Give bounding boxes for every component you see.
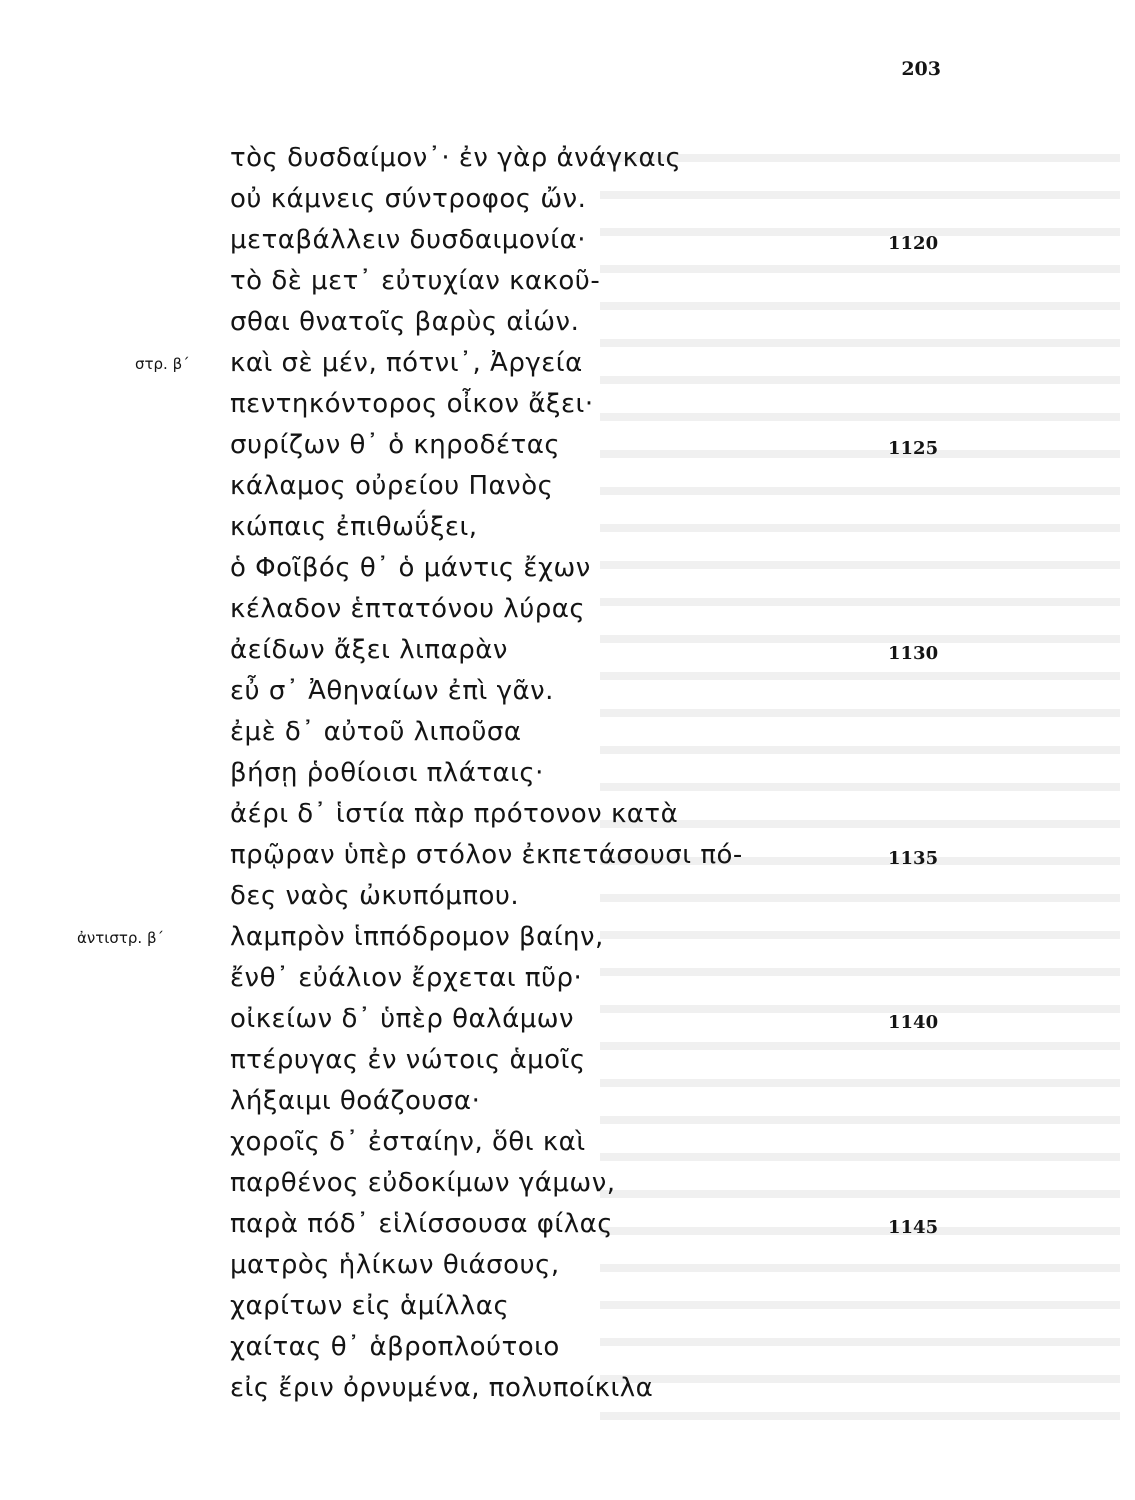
verse-line: βήσῃ ῥοθίοισι πλάταις· bbox=[230, 758, 544, 788]
verse-line: ἀέρι δ᾽ ἱστία πὰρ πρότονον κατὰ bbox=[230, 799, 679, 829]
verse-line: πτέρυγας ἐν νώτοις ἁμοῖς bbox=[230, 1045, 586, 1075]
verse-line: κέλαδον ἑπτατόνου λύρας bbox=[230, 594, 586, 624]
verse-line: τὸς δυσδαίμον᾽· ἐν γὰρ ἀνάγκαις bbox=[230, 143, 682, 173]
line-number: 1130 bbox=[888, 643, 939, 664]
verse-line: δες ναὸς ὠκυπόμπου. bbox=[230, 881, 520, 911]
verse-line: ματρὸς ἡλίκων θιάσους, bbox=[230, 1250, 560, 1280]
verse-line: λαμπρὸν ἱππόδρομον βαίην, bbox=[230, 922, 604, 952]
verse-line: καὶ σὲ μέν, πότνι᾽, Ἀργεία bbox=[230, 348, 583, 378]
verse-line: εὖ σ᾽ Ἀθηναίων ἐπὶ γᾶν. bbox=[230, 676, 554, 706]
line-number: 1120 bbox=[888, 233, 939, 254]
verse-line: οἰκείων δ᾽ ὑπὲρ θαλάμων bbox=[230, 1004, 575, 1034]
verse-line: πρῷραν ὑπὲρ στόλον ἐκπετάσουσι πό- bbox=[230, 840, 743, 870]
line-number: 1140 bbox=[888, 1012, 939, 1033]
verse-line: ἐμὲ δ᾽ αὐτοῦ λιποῦσα bbox=[230, 717, 522, 747]
line-number: 1135 bbox=[888, 848, 939, 869]
strophe-label: στρ. β΄ bbox=[135, 355, 190, 373]
verse-line: ἀείδων ἄξει λιπαρὰν bbox=[230, 635, 508, 665]
verse-line: τὸ δὲ μετ᾽ εὐτυχίαν κακοῦ- bbox=[230, 266, 601, 296]
verse-line: λήξαιμι θοάζουσα· bbox=[230, 1086, 481, 1116]
verse-line: κώπαις ἐπιθωΰξει, bbox=[230, 512, 478, 542]
verse-line: παρθένος εὐδοκίμων γάμων, bbox=[230, 1168, 616, 1198]
verse-line: ὁ Φοῖβός θ᾽ ὁ μάντις ἔχων bbox=[230, 553, 591, 583]
verse-line: ἔνθ᾽ εὐάλιον ἔρχεται πῦρ· bbox=[230, 963, 583, 993]
verse-line: κάλαμος οὐρείου Πανὸς bbox=[230, 471, 554, 501]
verse-line: πεντηκόντορος οἶκον ἄξει· bbox=[230, 389, 594, 419]
verse-line: μεταβάλλειν δυσδαιμονία· bbox=[230, 225, 586, 255]
verse-line: χαρίτων εἰς ἁμίλλας bbox=[230, 1291, 510, 1321]
bleed-through-shadow bbox=[600, 140, 1120, 1420]
page-number: 203 bbox=[901, 58, 941, 80]
verse-line: οὐ κάμνεις σύντροφος ὤν. bbox=[230, 184, 587, 214]
verse-line: χοροῖς δ᾽ ἐσταίην, ὅθι καὶ bbox=[230, 1127, 586, 1157]
antistrophe-label: ἀντιστρ. β΄ bbox=[77, 929, 165, 947]
verse-line: χαίτας θ᾽ ἁβροπλούτοιο bbox=[230, 1332, 560, 1362]
verse-line: εἰς ἔριν ὀρνυμένα, πολυποίκιλα bbox=[230, 1373, 654, 1403]
line-number: 1145 bbox=[888, 1217, 939, 1238]
verse-line: συρίζων θ᾽ ὁ κηροδέτας bbox=[230, 430, 561, 460]
line-number: 1125 bbox=[888, 438, 939, 459]
verse-line: παρὰ πόδ᾽ εἱλίσσουσα φίλας bbox=[230, 1209, 613, 1239]
verse-line: σθαι θνατοῖς βαρὺς αἰών. bbox=[230, 307, 580, 337]
